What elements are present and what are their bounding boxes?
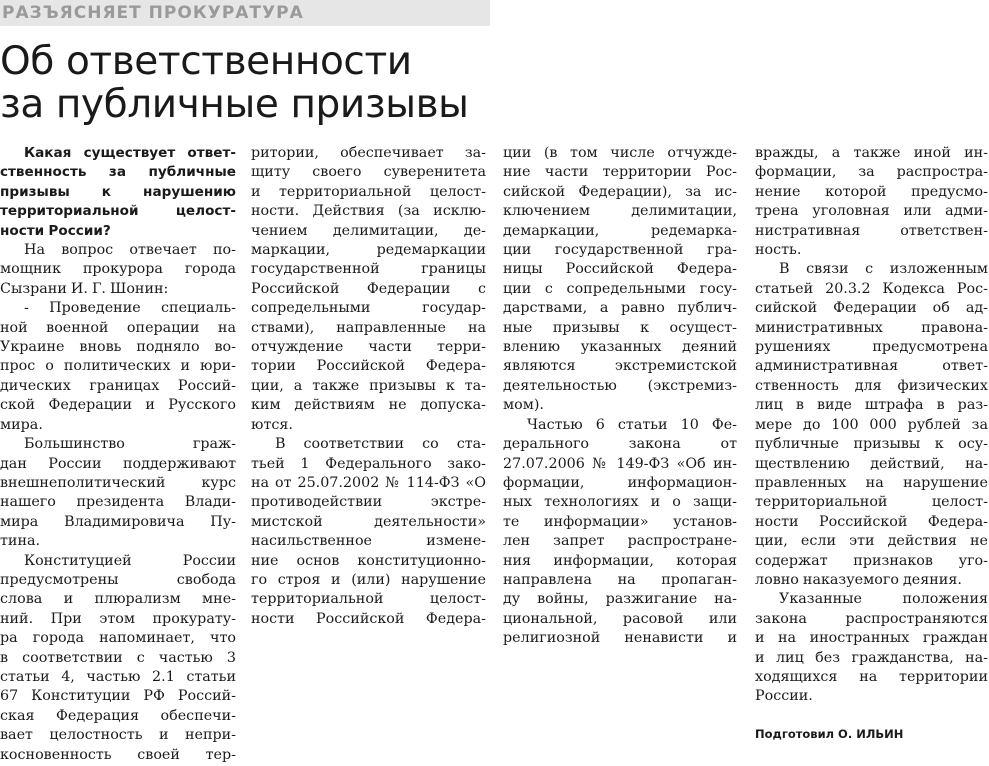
text-line: Частью 6 статьи 10 Фе-: [527, 416, 737, 433]
text-line: рушениях предусмотрена: [755, 339, 988, 356]
text-line: дан России поддерживают: [0, 455, 236, 472]
text-line: административная ответ-: [755, 358, 988, 375]
text-line: слова и плюрализм мне-: [0, 591, 236, 608]
text-column-2: [251, 144, 486, 629]
article-headline: [0, 40, 469, 126]
question-line: территориальной целост-: [0, 203, 236, 220]
text-line: тина.: [0, 533, 41, 550]
text-line: мом).: [503, 397, 544, 414]
text-line: Сызрани И. Г. Шонин:: [0, 280, 169, 297]
text-line: нашего президента Влади-: [0, 494, 236, 511]
text-line: и лиц без гражданства, на-: [755, 649, 988, 666]
text-line: государственной границы: [251, 261, 486, 278]
text-line: - Проведение специаль-: [24, 300, 236, 317]
text-line: сопредельными государ-: [251, 300, 486, 317]
text-line: 27.07.2006 № 149-ФЗ «Об ин-: [503, 455, 737, 472]
text-line: В соответствии со ста-: [275, 436, 486, 453]
text-line: циональной, расовой или: [503, 610, 737, 627]
text-line: насильственное измене-: [251, 533, 486, 550]
text-line: содержат признаков уго-: [755, 552, 988, 569]
text-line: ходящихся на территории: [755, 668, 988, 685]
text-line: маркации, редемаркации: [251, 242, 486, 259]
text-line: ние части территории Рос-: [503, 164, 737, 181]
rubric-label: РАЗЪЯСНЯЕТ ПРОКУРАТУРА: [2, 3, 304, 23]
text-line: предусмотрены свобода: [0, 571, 236, 588]
text-line: нистративная ответствен-: [755, 222, 988, 239]
text-line: лен запрет распростране-: [503, 533, 737, 550]
text-line: формации, информацион-: [503, 474, 737, 491]
text-line: России.: [755, 688, 813, 705]
text-line: ной военной операции на: [0, 319, 236, 336]
text-line: лиц в виде штрафа в раз-: [755, 397, 988, 414]
text-line: нение которой предусмо-: [755, 183, 988, 200]
text-line: ключением делимитации,: [503, 203, 737, 220]
author-signature: Подготовил О. ИЛЬИН: [755, 727, 904, 741]
text-line: ра города напоминает, что: [0, 630, 236, 647]
text-line: Указанные положения: [779, 591, 988, 608]
text-line: мира.: [0, 416, 43, 433]
headline-line-2: за публичные призывы: [0, 82, 469, 127]
text-line: территориальной целост-: [755, 494, 988, 511]
text-line: ции (в том числе отчужде-: [503, 145, 737, 161]
text-line: Российской Федерации с: [251, 280, 486, 297]
text-line: ская Федерация обеспечи-: [0, 707, 236, 724]
text-line: публичные призывы к осу-: [755, 436, 988, 453]
question-line: ственность за публичные: [0, 164, 236, 181]
text-line: Конституцией России: [24, 552, 236, 569]
text-line: тьей 1 Федерального зако-: [251, 455, 486, 472]
text-line: религиозной ненависти и: [503, 630, 737, 647]
text-line: на от 25.07.2002 № 114-ФЗ «О: [251, 474, 486, 491]
text-line: тории Российской Федера-: [251, 358, 486, 375]
text-line: ловно наказуемого деяния.: [755, 571, 962, 588]
text-line: ются.: [251, 416, 293, 433]
text-line: ницы Российской Федера-: [503, 261, 737, 278]
text-column-3: [503, 144, 737, 649]
text-line: демаркации, редемарка-: [503, 222, 737, 239]
text-line: 67 Конституции РФ Россий-: [0, 688, 236, 705]
text-line: На вопрос отвечает по-: [24, 242, 236, 259]
text-line: являются экстремистской: [503, 358, 737, 375]
headline-line-1: Об ответственности: [0, 39, 412, 84]
text-line: внешнеполитический курс: [0, 474, 236, 491]
text-line: щиту своего суверенитета: [251, 164, 486, 181]
text-line: ний. При этом прокурату-: [0, 610, 236, 627]
text-line: закона распространяются: [755, 610, 988, 627]
text-line: противодействии экстре-: [251, 494, 486, 511]
text-line: влению указанных деяний: [503, 339, 737, 356]
text-line: отчуждение части терри-: [251, 339, 486, 356]
text-column-1: [0, 144, 236, 765]
text-line: ществлению действий, на-: [755, 455, 988, 472]
text-line: трена уголовная или адми-: [755, 203, 988, 220]
text-line: прос о политических и юри-: [0, 358, 236, 375]
text-line: и территориальной целост-: [251, 183, 486, 200]
text-line: ции, если эти действия не: [755, 533, 988, 550]
text-line: направлена на пропаган-: [503, 571, 737, 588]
text-line: мира Владимировича Пу-: [0, 513, 236, 530]
text-line: вает целостность и непри-: [0, 727, 236, 744]
text-line: территориальной целост-: [251, 591, 486, 608]
text-line: правленных на нарушение: [755, 474, 988, 491]
text-line: деятельностью (экстремиз-: [503, 377, 737, 394]
text-line: чением делимитации, де-: [251, 222, 486, 239]
text-line: в соответствии с частью 3: [0, 649, 236, 666]
text-line: косновенность своей тер-: [0, 746, 236, 763]
text-line: ности Российской Федера-: [755, 513, 988, 530]
question-line: Какая существует ответ-: [24, 145, 236, 161]
text-line: мощник прокурора города: [0, 261, 236, 278]
text-line: дарствами, а равно публич-: [503, 300, 737, 317]
rubric-bar: [0, 0, 490, 26]
text-line: вражды, а также иной ин-: [755, 145, 988, 161]
text-line: ния информации, которая: [503, 552, 737, 569]
text-line: ции с сопредельными госу-: [503, 280, 737, 297]
text-line: ской Федерации и Русского: [0, 397, 236, 414]
text-line: ные призывы к осущест-: [503, 319, 737, 336]
text-line: ствами), направленные на: [251, 319, 486, 336]
text-line: ных технологиях и о защи-: [503, 494, 737, 511]
text-column-4: [755, 144, 988, 707]
text-line: те информации» установ-: [503, 513, 737, 530]
text-line: дерального закона от: [503, 436, 737, 453]
text-line: ции государственной гра-: [503, 242, 737, 259]
text-line: ким действиям не допуска-: [251, 397, 486, 414]
text-line: Большинство граж-: [24, 436, 236, 453]
question-line: призывы к нарушению: [0, 183, 236, 200]
text-line: Украине вновь подняло во-: [0, 339, 236, 356]
text-line: ственность для физических: [755, 377, 988, 394]
text-line: дических границах Россий-: [0, 377, 236, 394]
text-line: ду войны, разжигание на-: [503, 591, 737, 608]
text-line: ции, а также призывы к та-: [251, 377, 486, 394]
text-line: сийской Федерации), за ис-: [503, 183, 737, 200]
text-line: ритории, обеспечивает за-: [251, 145, 486, 161]
text-line: и на иностранных граждан: [755, 630, 988, 647]
text-line: го строя и (или) нарушение: [251, 571, 486, 588]
text-line: формации, за распростра-: [755, 164, 988, 181]
text-line: мистской деятельности»: [251, 513, 486, 530]
text-line: мере до 100 000 рублей за: [755, 416, 988, 433]
text-line: министративных правона-: [755, 319, 988, 336]
text-line: статьи 4, частью 2.1 статьи: [0, 668, 236, 685]
text-line: ние основ конституционно-: [251, 552, 486, 569]
text-line: статьей 20.3.2 Кодекса Рос-: [755, 280, 988, 297]
question-line: ности России?: [0, 222, 111, 239]
text-line: сийской Федерации об ад-: [755, 300, 988, 317]
text-line: ность.: [755, 242, 802, 259]
text-line: ности. Действия (за исклю-: [251, 203, 486, 220]
text-line: ности Российской Федера-: [251, 610, 486, 627]
text-line: В связи с изложенным: [779, 261, 988, 278]
